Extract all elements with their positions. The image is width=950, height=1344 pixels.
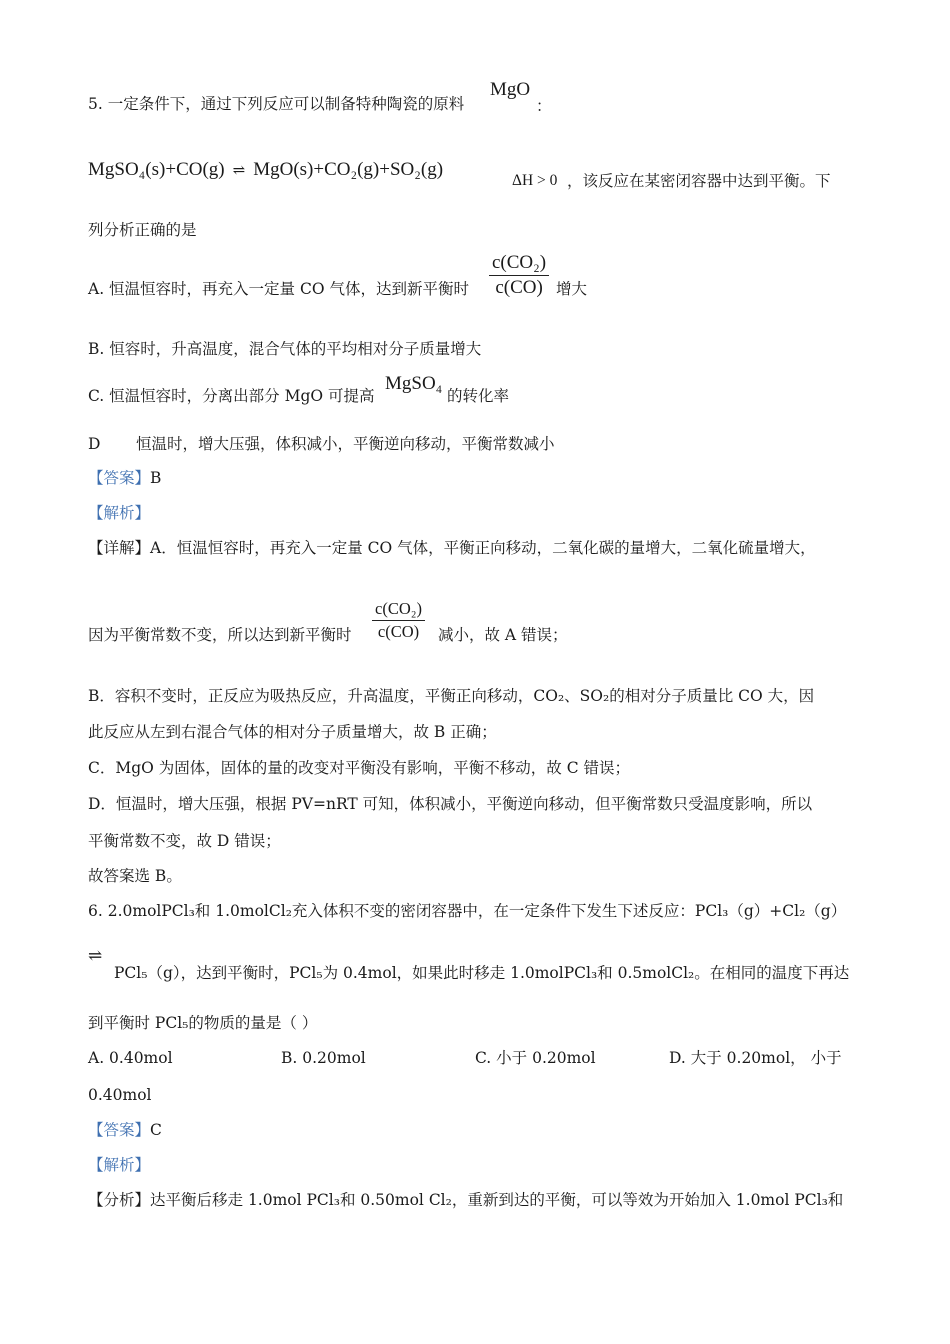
- q6-option-d: D. 大于 0.20mol， 小于: [669, 1049, 842, 1067]
- q5-option-a-pre: A. 恒温恒容时，再充入一定量 CO 气体，达到新平衡时: [88, 280, 469, 298]
- q5-stem-text: 5. 一定条件下，通过下列反应可以制备特种陶瓷的原料: [88, 95, 465, 113]
- q5-detail-b2: 此反应从左到右混合气体的相对分子质量增大，故 B 正确；: [88, 723, 497, 741]
- q6-answer-value: C: [150, 1121, 162, 1139]
- q6-option-c: C. 小于 0.20mol: [475, 1049, 596, 1067]
- q5-line2-tail: ，该反应在某密闭容器中达到平衡。下: [567, 172, 831, 190]
- q5-option-a-numerator: c(CO₂): [489, 252, 549, 276]
- q5-delta-h: ΔH > 0: [512, 172, 558, 189]
- q5-eq-arrow: ⇌: [232, 163, 246, 179]
- q5-option-d-text: 恒温时，增大压强，体积减小，平衡逆向移动，平衡常数减小: [136, 435, 555, 453]
- q5-line3: 列分析正确的是: [88, 221, 197, 239]
- q5-eq-left: MgSO₄(s)+CO(g): [88, 159, 225, 180]
- q6-option-d-cont: 0.40mol: [88, 1086, 152, 1104]
- q6-line3: 到平衡时 PCl₅的物质的量是（ ）: [88, 1014, 318, 1032]
- q5-option-c-pre: C. 恒温恒容时，分离出部分 MgO 可提高: [88, 387, 375, 405]
- q5-detail-d2: 平衡常数不变，故 D 错误；: [88, 832, 281, 850]
- q6-fenxi-text: 达平衡后移走 1.0mol PCl₃和 0.50mol Cl₂，重新到达的平衡，可以等效为开始加入 1.0mol PCl₃和: [150, 1191, 844, 1209]
- q5-option-d-label: D: [88, 435, 101, 453]
- q5-detail-a2-denominator: c(CO): [377, 622, 420, 641]
- q6-fenxi: [88, 1190, 843, 1210]
- q5-detail-c: C．MgO 为固体，固体的量的改变对平衡没有影响，平衡不移动，故 C 错误；: [88, 759, 631, 777]
- q6-line2: PCl₅（g），达到平衡时，PCl₅为 0.4mol，如果此时移走 1.0molPCl₃和 0.5molCl₂。在相同的温度下再达: [114, 964, 850, 982]
- q5-detail-a2-post: 减小，故 A 错误；: [438, 626, 568, 644]
- q5-analysis-tag: 【解析】: [88, 504, 151, 522]
- q6-option-a: A. 0.40mol: [88, 1049, 173, 1067]
- q5-option-c-formula: MgSO₄: [385, 373, 443, 394]
- q5-equation: [88, 160, 443, 181]
- q5-option-c-post: 的转化率: [447, 387, 510, 405]
- q5-detail-b1: B．容积不变时，正反应为吸热反应，升高温度，平衡正向移动，CO₂、SO₂的相对分子质量比 CO 大，因: [88, 687, 815, 705]
- q5-detail-a2-pre: 因为平衡常数不变，所以达到新平衡时: [88, 626, 352, 644]
- q5-eq-right: MgO(s)+CO₂(g)+SO₂(g): [253, 159, 444, 180]
- q5-answer-value: B: [150, 469, 162, 487]
- q6-equilibrium-arrow: ⇌: [88, 946, 103, 966]
- q6-analysis-tag: 【解析】: [88, 1156, 151, 1174]
- q5-detail-tag: 【详解】: [88, 539, 151, 557]
- q6-answer: [88, 1120, 162, 1140]
- q5-detail-a2-numerator: c(CO₂): [372, 599, 425, 621]
- q5-answer: [88, 468, 161, 488]
- q5-detail-a2-fraction: [372, 599, 425, 642]
- q5-option-b: B. 恒容时，升高温度，混合气体的平均相对分子质量增大: [88, 340, 482, 358]
- q5-detail-a1: [88, 538, 816, 558]
- q6-answer-tag: 【答案】: [88, 1121, 151, 1139]
- q5-conclusion: 故答案选 B。: [88, 867, 182, 885]
- q5-stem-formula: MgO: [490, 79, 531, 100]
- q5-stem-end: ：: [536, 97, 552, 115]
- q5-stem: [88, 94, 464, 114]
- q5-option-a-post: 增大: [556, 280, 588, 298]
- q5-option-a-denominator: c(CO): [495, 277, 543, 298]
- q5-option-a-fraction: [489, 252, 549, 299]
- q6-option-b: B. 0.20mol: [281, 1049, 366, 1067]
- q6-fenxi-tag: 【分析】: [88, 1191, 151, 1209]
- q5-detail-a1-text: A．恒温恒容时，再充入一定量 CO 气体，平衡正向移动，二氧化碳的量增大，二氧化硫量增大，: [150, 539, 816, 557]
- q5-answer-tag: 【答案】: [88, 469, 151, 487]
- q6-line1: 6. 2.0molPCl₃和 1.0molCl₂充入体积不变的密闭容器中，在一定条件下发生下述反应：PCl₃（g）+Cl₂（g）: [88, 902, 847, 920]
- q5-detail-d1: D．恒温时，增大压强，根据 PV=nRT 可知，体积减小，平衡逆向移动，但平衡常数只受温度影响，所以: [88, 795, 813, 813]
